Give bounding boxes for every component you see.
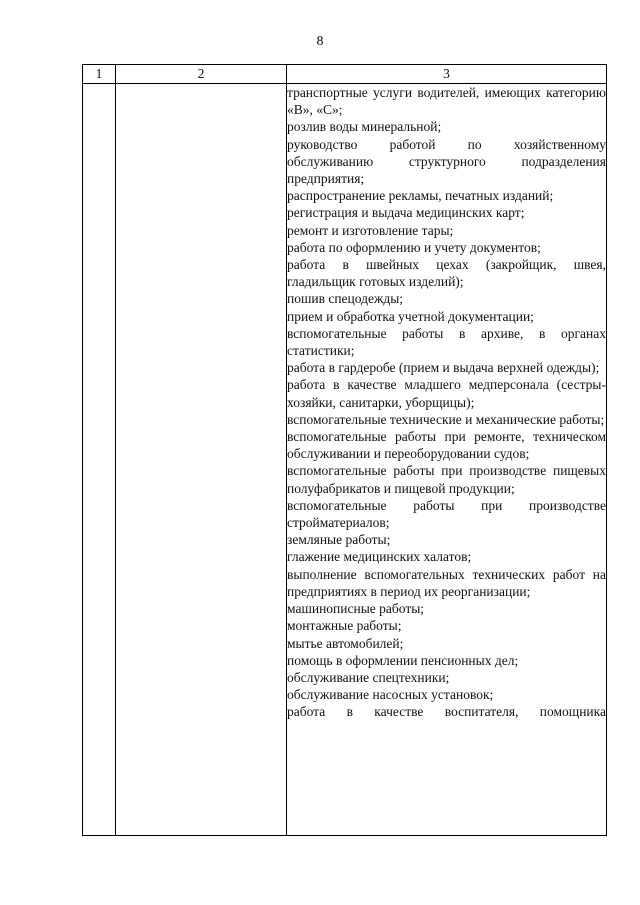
list-item: обслуживание спецтехники; [287, 669, 450, 685]
list-item: вспомогательные работы при производстве стройматериалов; [287, 497, 606, 531]
list-item: глажение медицинских халатов; [287, 549, 472, 565]
list-item: выполнение вспомогательных технических работ на предприятиях в период их реорганизации; [287, 566, 606, 599]
list-item: транспортные услуги водителей, имеющих категорию «В», «С»; [287, 85, 606, 118]
list-item: вспомогательные работы при производстве пищевых полуфабрикатов и пищевой продукции; [287, 463, 606, 496]
list-item: розлив воды минеральной; [287, 119, 442, 135]
list-item: машинописные работы; [287, 601, 425, 617]
list-item: помощь в оформлении пенсионных дел; [287, 652, 519, 668]
list-item: работа в качестве воспитателя, помощника [287, 704, 606, 720]
list-item: земляные работы; [287, 532, 391, 548]
list-item: ремонт и изготовление тары; [287, 222, 454, 238]
list-item: работа в качестве младшего медперсонала (сестры-хозяйки, санитарки, уборщицы); [287, 377, 606, 410]
list-item: пошив спецодежды; [287, 291, 404, 307]
table-row [83, 84, 607, 836]
list-item: работа по оформлению и учету документов; [287, 239, 541, 255]
page-number: 8 [316, 34, 324, 49]
list-item: мытье автомобилей; [287, 635, 404, 651]
column-1-cell [83, 84, 116, 836]
column-header-1: 1 [83, 65, 116, 84]
list-item: монтажные работы; [287, 618, 402, 634]
activities-list-cell [287, 84, 607, 836]
list-item: работа в швейных цехах (закройщик, швея, гладильщик готовых изделий); [287, 257, 606, 290]
list-item: работа в гардеробе (прием и выдача верхней одежды); [287, 360, 600, 376]
list-item: прием и обработка учетной документации; [287, 308, 534, 324]
column-2-cell [116, 84, 287, 836]
table-header-row [83, 65, 607, 84]
list-item: регистрация и выдача медицинских карт; [287, 205, 525, 221]
list-item: руководство работой по хозяйственному обслуживанию структурного подразделения предприятия; [287, 136, 606, 187]
list-item: распространение рекламы, печатных изданий; [287, 188, 554, 204]
column-header-3: 3 [287, 65, 607, 84]
activities-table [82, 64, 607, 836]
list-item: вспомогательные работы в архиве, в органах статистики; [287, 325, 606, 359]
list-item: обслуживание насосных установок; [287, 687, 494, 703]
list-item: вспомогательные работы при ремонте, техническом обслуживании и переоборудовании судов; [287, 429, 606, 462]
column-header-2: 2 [116, 65, 287, 84]
list-item: вспомогательные технические и механические работы; [287, 411, 605, 427]
